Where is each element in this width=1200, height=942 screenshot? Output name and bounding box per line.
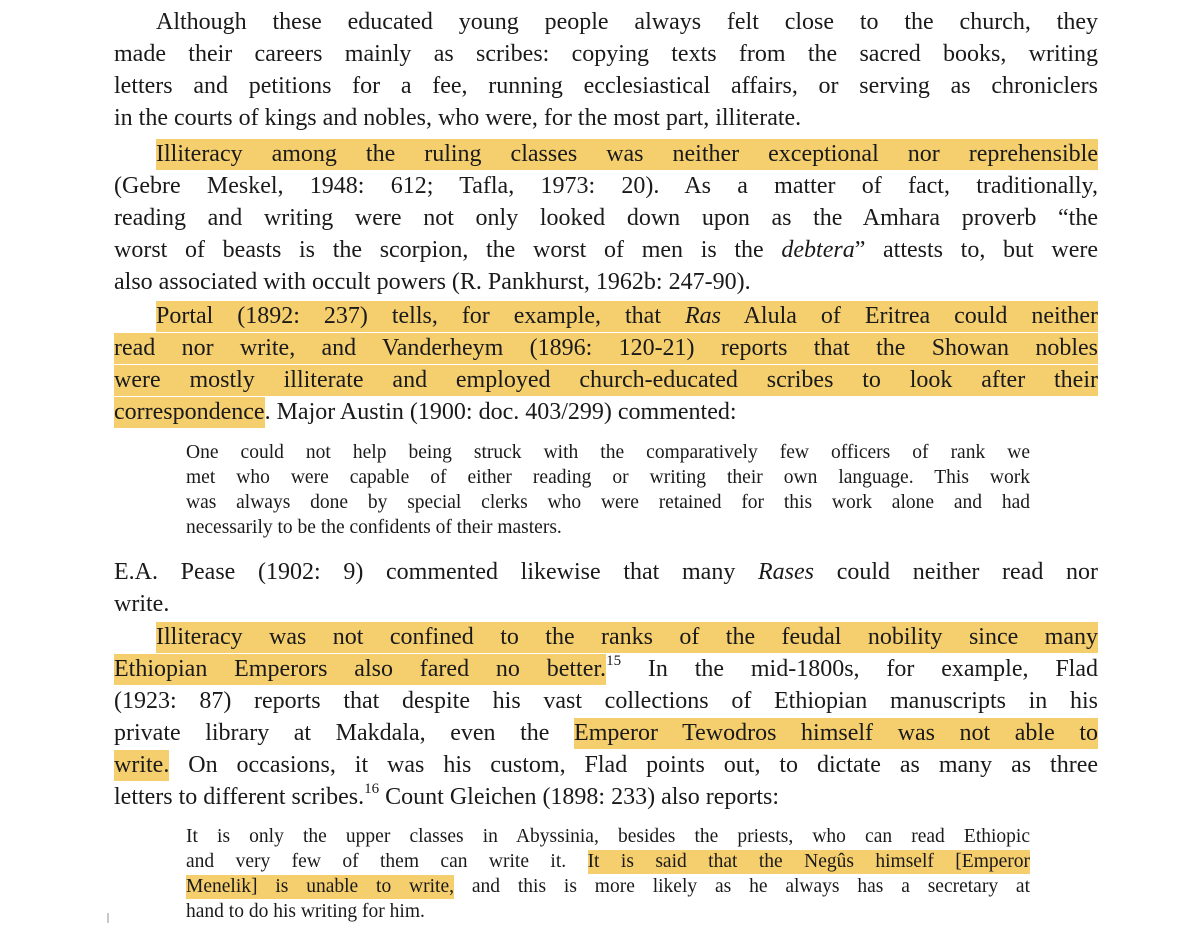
- text-line: [114, 202, 1098, 234]
- text-span: Count Gleichen (1898: 233) also reports:: [379, 784, 780, 810]
- italic-term: Rases: [758, 559, 815, 585]
- text-line: [114, 364, 1098, 396]
- text-line: [156, 6, 1098, 38]
- text-line: [114, 396, 1098, 428]
- highlighted-text: Menelik] is unable to write,: [186, 876, 455, 897]
- text-span: made their careers mainly as scribes: copying texts from the sacred books, writing: [114, 41, 1098, 67]
- footnote-ref: 16: [364, 781, 380, 797]
- text-line: [114, 70, 1098, 102]
- text-span: In the mid-1800s, for example, Flad: [621, 656, 1098, 682]
- quote-line: [186, 515, 1030, 540]
- quote-line: [186, 490, 1030, 515]
- highlighted-text: It is said that the Negûs himself [Emperor: [587, 851, 1030, 872]
- text-span: Portal (1892: 237) tells, for example, that: [156, 303, 685, 329]
- text-span: One could not help being struck with the comparatively few officers of rank we: [186, 442, 1030, 463]
- text-span: could neither read nor: [814, 559, 1098, 585]
- text-line: [114, 588, 1098, 620]
- text-span: It is only the upper classes in Abyssinia, besides the priests, who can read Ethiopic: [186, 826, 1030, 847]
- text-span: was always done by special clerks who were retained for this work alone and had: [186, 492, 1030, 513]
- italic-term: debtera: [781, 237, 855, 263]
- text-span: (Gebre Meskel, 1948: 612; Tafla, 1973: 20). As a matter of fact, traditionally,: [114, 173, 1098, 199]
- highlighted-text: Illiteracy was not confined to the ranks of the feudal nobility since many: [156, 622, 1098, 653]
- quote-line: [186, 849, 1030, 874]
- footnote-ref: 15: [606, 653, 622, 669]
- highlighted-text: Ethiopian Emperors also fared no better.: [114, 654, 606, 685]
- highlighted-text: were mostly illiterate and employed church-educated scribes to look after their: [114, 365, 1098, 396]
- text-line: [156, 621, 1098, 653]
- quote-line: [186, 899, 1030, 924]
- text-line: [114, 749, 1098, 781]
- text-line: [114, 38, 1098, 70]
- text-span: and this is more likely as he always has a secretary at: [454, 876, 1030, 897]
- quote-line: [186, 465, 1030, 490]
- text-line: [114, 266, 1098, 298]
- text-span: (1923: 87) reports that despite his vast collections of Ethiopian manuscripts in his: [114, 688, 1098, 714]
- quote-line: [186, 874, 1030, 899]
- text-line: [114, 685, 1098, 717]
- text-span: letters to different scribes.: [114, 784, 365, 810]
- text-span: letters and petitions for a fee, running ecclesiastical affairs, or serving as chroniclers: [114, 73, 1098, 99]
- text-line: [156, 300, 1098, 332]
- text-span: necessarily to be the confidents of their masters.: [186, 517, 562, 538]
- text-span: met who were capable of either reading or writing their own language. This work: [186, 467, 1030, 488]
- highlighted-text: Illiteracy among the ruling classes was neither exceptional nor reprehensible: [156, 139, 1098, 170]
- text-span: write.: [114, 591, 170, 617]
- text-line: [114, 102, 1098, 134]
- text-span: private library at Makdala, even the: [114, 720, 575, 746]
- text-span: Alula of Eritrea could neither: [720, 303, 1098, 329]
- text-span: Although these educated young people always felt close to the church, they: [156, 9, 1098, 35]
- text-span: reading and writing were not only looked down upon as the Amhara proverb “the: [114, 205, 1098, 231]
- highlighted-text: [156, 301, 1098, 332]
- text-span: . Major Austin (1900: doc. 403/299) commented:: [264, 399, 737, 425]
- text-span: also associated with occult powers (R. Pankhurst, 1962b: 247-90).: [114, 269, 751, 295]
- text-line: [114, 234, 1098, 266]
- italic-term: Ras: [684, 303, 721, 329]
- text-line: [114, 717, 1098, 749]
- quote-line: [186, 440, 1030, 465]
- quote-line: [186, 824, 1030, 849]
- text-line: [114, 556, 1098, 588]
- highlighted-text: read nor write, and Vanderheym (1896: 120-21) reports that the Showan nobles: [114, 333, 1098, 364]
- text-span: worst of beasts is the scorpion, the worst of men is the: [114, 237, 782, 263]
- text-span: On occasions, it was his custom, Flad points out, to dictate as many as three: [169, 752, 1098, 778]
- text-span: ” attests to, but were: [854, 237, 1098, 263]
- text-line: [156, 138, 1098, 170]
- text-span: in the courts of kings and nobles, who were, for the most part, illiterate.: [114, 105, 802, 131]
- text-span: hand to do his writing for him.: [186, 901, 425, 922]
- text-line: [114, 653, 1098, 685]
- margin-mark: [107, 913, 109, 923]
- highlighted-text: Emperor Tewodros himself was not able to: [574, 718, 1098, 749]
- text-line: [114, 170, 1098, 202]
- text-line: [114, 781, 1098, 813]
- text-line: [114, 332, 1098, 364]
- text-span: and very few of them can write it.: [186, 851, 588, 872]
- highlighted-text: correspondence: [114, 397, 265, 428]
- highlighted-text: write.: [114, 750, 169, 781]
- text-span: E.A. Pease (1902: 9) commented likewise that many: [114, 559, 759, 585]
